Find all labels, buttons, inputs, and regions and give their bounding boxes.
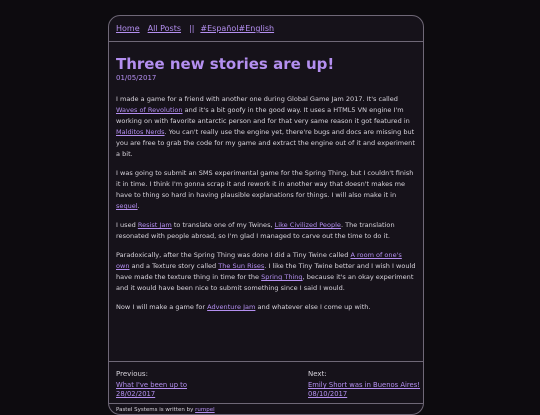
text: and whatever else I come up with. [255, 303, 371, 311]
credits-text: Pastel Systems is written by [116, 407, 196, 413]
text: . [137, 202, 140, 210]
nav-tag-english-link[interactable]: #English [238, 24, 275, 33]
next-post-date: 08/10/2017 [308, 390, 348, 398]
paragraph-3 [116, 220, 416, 242]
page-card [108, 15, 424, 415]
text: to translate one of my Twines, [171, 221, 275, 229]
paragraph-1 [116, 94, 416, 160]
text: . I like the Tiny Twine better and I wish I would have made the texture thing in time for the [116, 262, 416, 281]
text: Now I will make a game for [116, 303, 208, 311]
text: and it's a bit goofy in the good way. It uses a HTML5 VN engine I'm working on with favorite antarctic person and for that very same reason it got featured in [116, 106, 410, 125]
paragraph-5 [116, 302, 416, 313]
next-post-link[interactable] [308, 381, 423, 399]
text: and a Texture story called [129, 262, 219, 270]
nav-tag-espanol-link[interactable]: #Español [200, 24, 239, 33]
text: , because it's an okay experiment and it would have been nice to submit something since I said I would. [116, 273, 414, 292]
previous-post [116, 369, 236, 399]
the-sun-rises-link[interactable]: The Sun Rises [218, 262, 265, 270]
top-nav [109, 16, 423, 42]
paragraph-4 [116, 250, 416, 294]
adventure-jam-link[interactable]: Adventure Jam [207, 303, 256, 311]
text: I made a game for a friend with another one during Global Game Jam 2017. It's called [116, 95, 398, 103]
previous-post-link[interactable] [116, 381, 236, 399]
text: I was going to submit an SMS experimental game for the Spring Thing, but I couldn't finish it in time. I think I'm gonna scrap it and rework it in another way that doesn't makes me have to thing so hard in having plausible explanations for things. I will also make it in [116, 169, 414, 199]
text: . You can't really use the engine yet, there're bugs and docs are missing but you are free to grab the code for my game and extract the engine out of it and experiment a bit. [116, 128, 415, 158]
nav-all-posts-link[interactable]: All Posts [147, 24, 181, 33]
next-label: Next: [308, 370, 327, 378]
malditos-nerds-link[interactable]: Malditos Nerds [116, 128, 165, 136]
next-post [308, 369, 423, 399]
nav-home-link[interactable]: Home [116, 24, 140, 33]
post-date: 01/05/2017 [116, 74, 157, 82]
previous-post-title: What I've been up to [116, 381, 188, 389]
text: . The translation resonated with people abroad, so I'm glad I managed to carve out the time to do it. [116, 221, 395, 240]
post-body [116, 94, 416, 313]
post-navigation [109, 361, 423, 403]
a-room-of-ones-own-link[interactable]: A room of one's own [116, 251, 402, 270]
spring-thing-link[interactable]: Spring Thing [261, 273, 303, 281]
resist-jam-link[interactable]: Resist Jam [137, 221, 172, 229]
previous-label: Previous: [116, 370, 148, 378]
nav-separator: || [189, 24, 195, 33]
author-link[interactable]: rumpel [195, 407, 215, 413]
waves-of-revolution-link[interactable]: Waves of Revolution [116, 106, 183, 114]
sequel-link[interactable]: sequel [116, 202, 138, 210]
previous-post-date: 28/02/2017 [116, 390, 156, 398]
paragraph-2 [116, 168, 416, 212]
like-civilized-people-link[interactable]: Like Civilized People [274, 221, 341, 229]
next-post-title: Emily Short was in Buenos Aires! [308, 381, 421, 389]
text: I used [116, 221, 138, 229]
text: Paradoxically, after the Spring Thing was done I did a Tiny Twine called [116, 251, 351, 259]
post-article [109, 42, 423, 313]
post-title: Three new stories are up! [116, 55, 335, 73]
